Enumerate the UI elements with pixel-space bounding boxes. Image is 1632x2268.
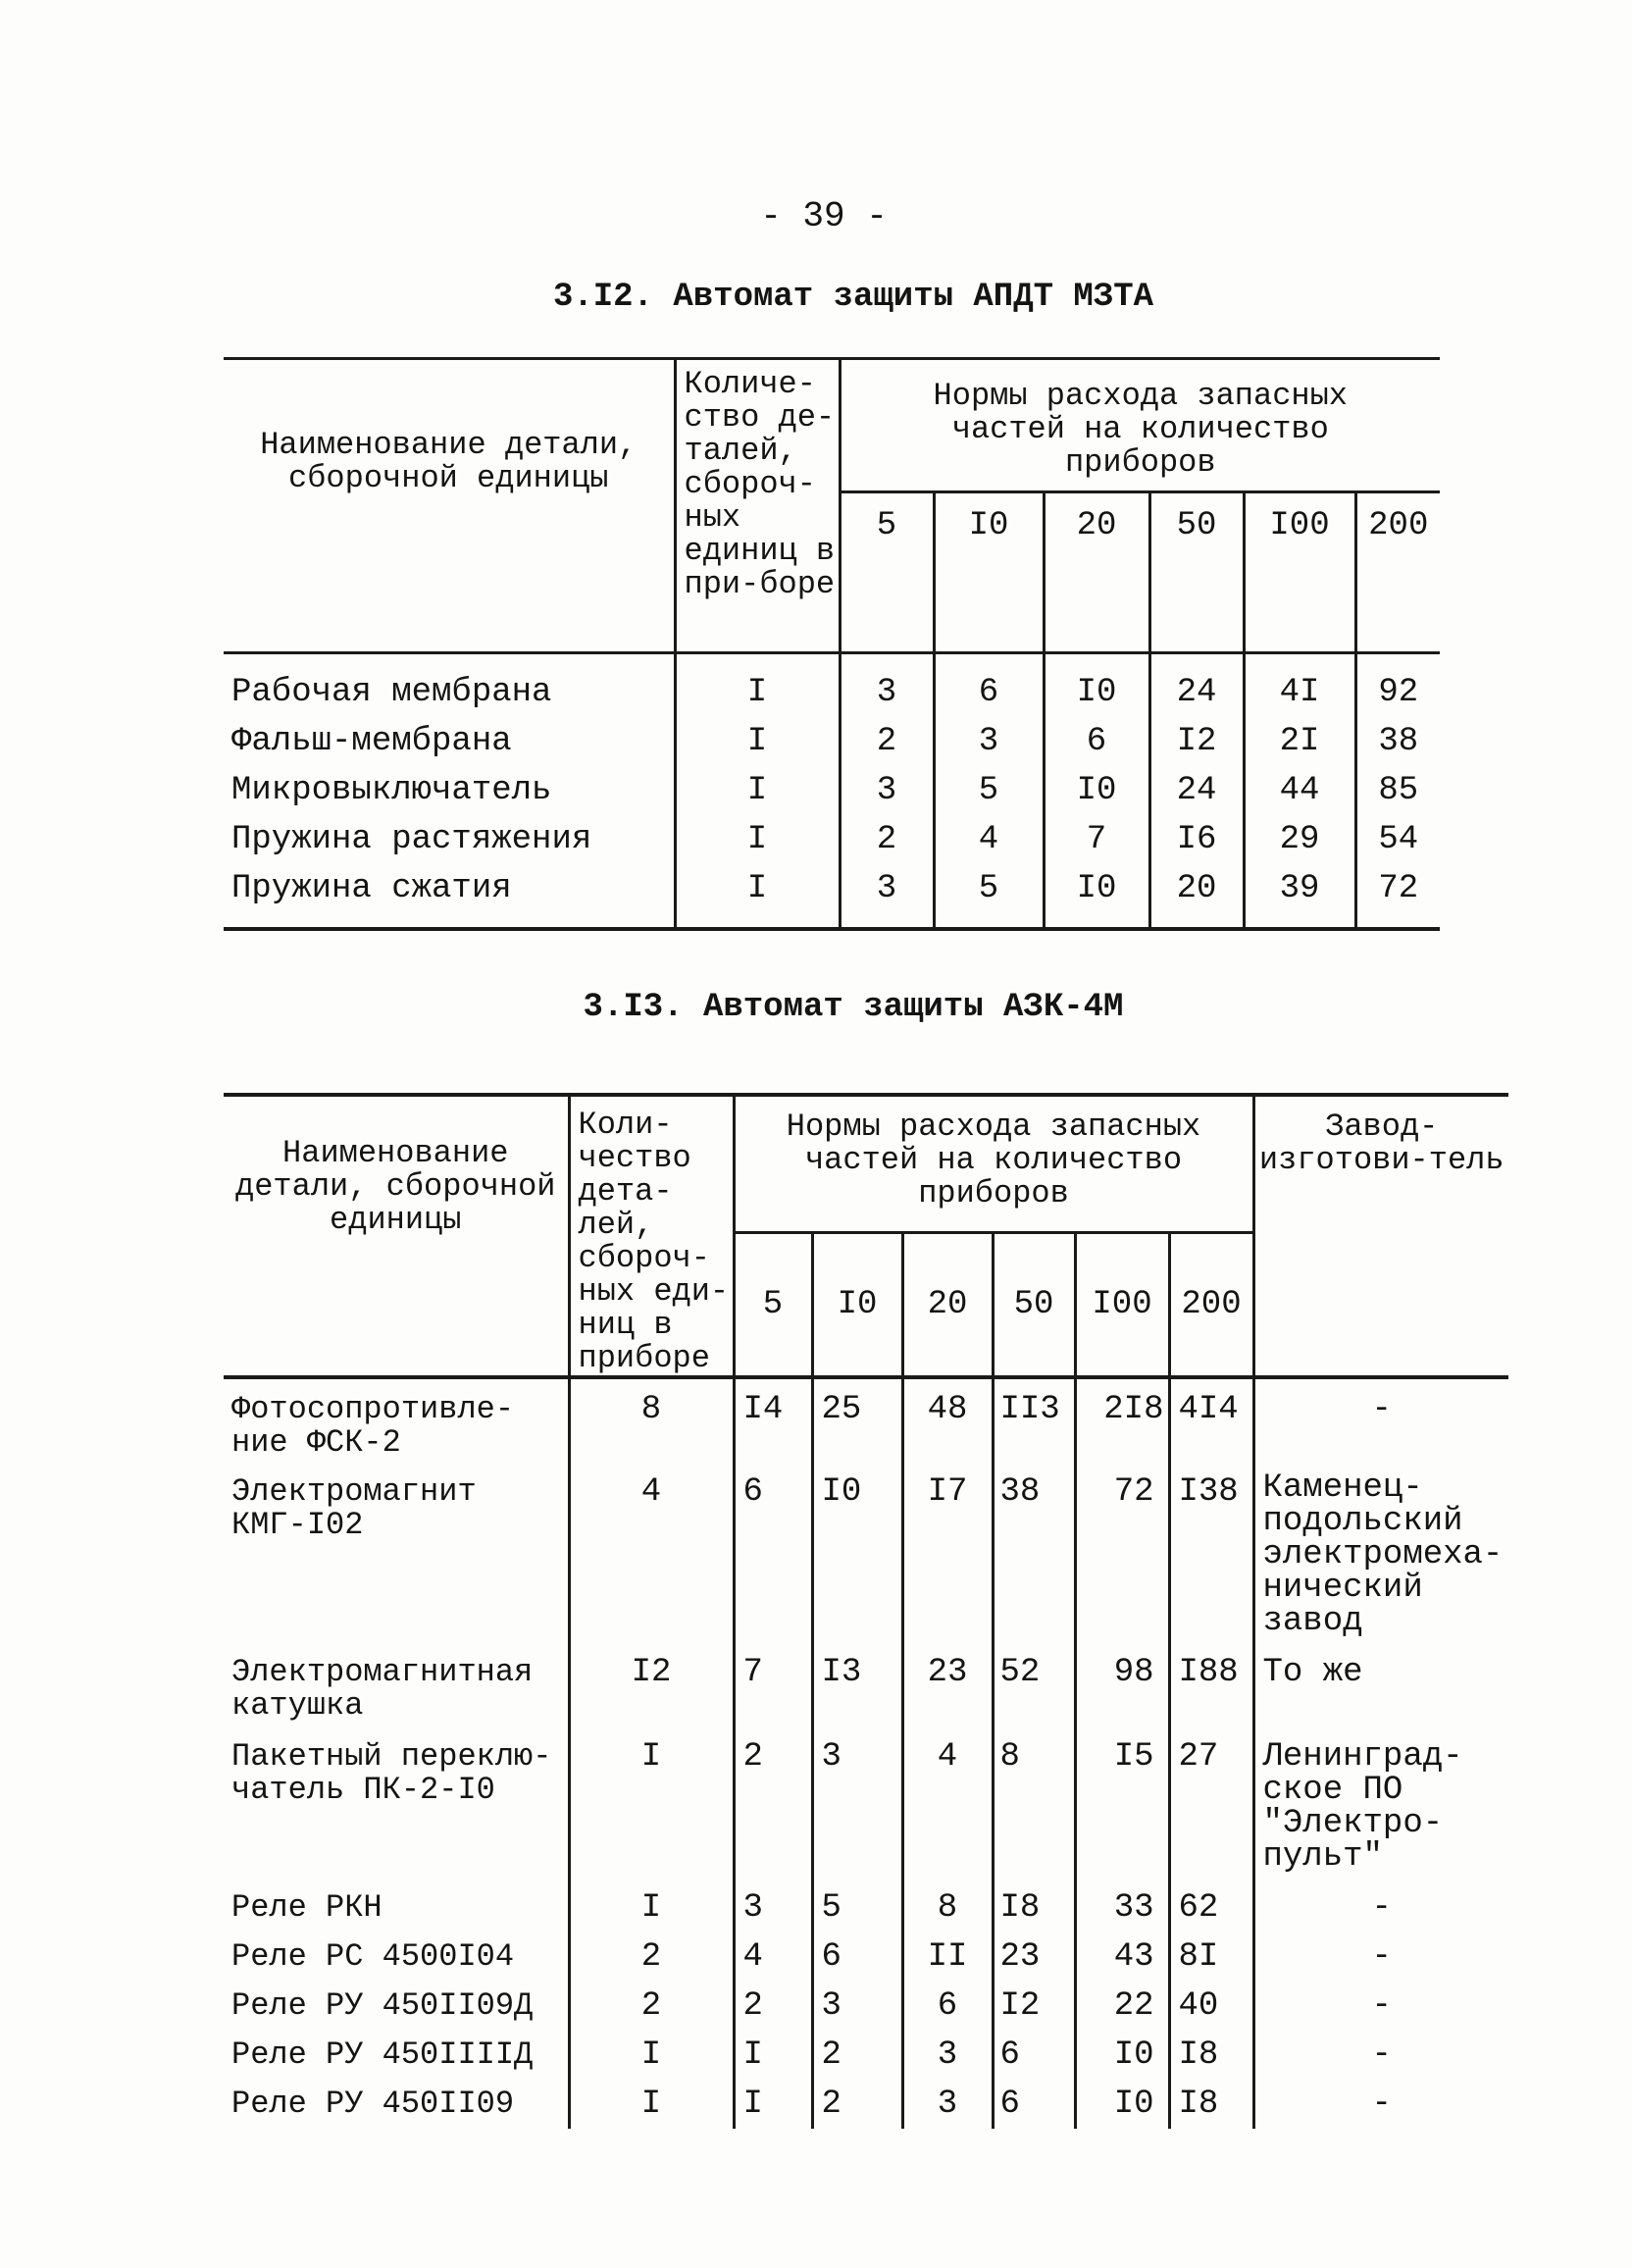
norm-100: 4I (1244, 653, 1355, 718)
part-name: Реле РС 4500I04 (231, 1938, 515, 1975)
norm-10: 5 (934, 864, 1044, 929)
part-name: Электромагнит КМГ-I02 (231, 1473, 477, 1543)
table-row (224, 653, 1440, 718)
norm-50: 6 (993, 2080, 1075, 2129)
norm-20: 6 (902, 1982, 993, 2031)
part-count: I (675, 864, 840, 929)
header-consumption-norms: Нормы расхода запасных частей на количество приборов (734, 1095, 1253, 1233)
part-count: I2 (569, 1648, 734, 1732)
norm-5: 4 (734, 1933, 812, 1982)
norm-200: 40 (1169, 1982, 1253, 2031)
norm-50: II3 (993, 1377, 1075, 1468)
table-row (224, 864, 1440, 929)
norm-50: 8 (993, 1732, 1075, 1883)
manufacturer: Ленинград-ское ПО "Электро-пульт" (1253, 1732, 1508, 1883)
table-row (224, 2080, 1508, 2129)
norm-200: 54 (1355, 815, 1440, 864)
norm-20: 23 (902, 1648, 993, 1732)
norm-50: 20 (1149, 864, 1244, 929)
header-part-count: Количе-ство де-талей, сбороч-ных единиц в при-боре (675, 359, 840, 653)
page-number: - 39 - (760, 196, 888, 236)
norm-5: 2 (840, 717, 934, 766)
part-count: I (569, 2080, 734, 2129)
header-part-count: Коли-чество дета-лей, сбороч-ных еди-ниц в приборе (569, 1095, 734, 1377)
norm-100: 43 (1075, 1933, 1169, 1982)
table-row (224, 1468, 1508, 1648)
norm-5: I (734, 2080, 812, 2129)
table-row (224, 1648, 1508, 1732)
header-qty-20: 20 (1044, 492, 1149, 653)
norm-100: 29 (1244, 815, 1355, 864)
norm-50: I6 (1149, 815, 1244, 864)
norm-200: 4I4 (1169, 1377, 1253, 1468)
norm-20: 8 (902, 1883, 993, 1933)
table-row (224, 766, 1440, 815)
manufacturer: - (1253, 1883, 1508, 1933)
norm-100: 2I (1244, 717, 1355, 766)
manufacturer: - (1253, 2031, 1508, 2080)
norm-10: 6 (934, 653, 1044, 718)
part-count: I (675, 653, 840, 718)
norm-5: 2 (734, 1982, 812, 2031)
header-qty-100: I00 (1244, 492, 1355, 653)
norm-50: 23 (993, 1933, 1075, 1982)
manufacturer: - (1253, 1982, 1508, 2031)
table-row (224, 1377, 1508, 1468)
norm-10: 3 (812, 1732, 902, 1883)
norm-10: 4 (934, 815, 1044, 864)
part-count: 4 (569, 1468, 734, 1648)
table-row (224, 1982, 1508, 2031)
table-row (224, 717, 1440, 766)
part-name: Реле РКН (231, 1889, 382, 1926)
norm-10: 2 (812, 2031, 902, 2080)
norm-200: 85 (1355, 766, 1440, 815)
norm-100: I0 (1075, 2031, 1169, 2080)
section-title-3-12: 3.I2. Автомат защиты АПДТ МЗТА (552, 279, 1154, 316)
header-qty-5: 5 (840, 492, 934, 653)
part-count: 8 (569, 1377, 734, 1468)
norm-5: 3 (840, 864, 934, 929)
norm-5: I (734, 2031, 812, 2080)
header-consumption-norms: Нормы расхода запасных частей на количество приборов (840, 359, 1440, 492)
norm-50: 38 (993, 1468, 1075, 1648)
manufacturer: Каменец-подольский электромеха-нический завод (1253, 1468, 1508, 1648)
norm-50: I2 (1149, 717, 1244, 766)
norm-10: 6 (812, 1933, 902, 1982)
norm-100: 2I8 (1075, 1377, 1169, 1468)
norm-5: 3 (734, 1883, 812, 1933)
norm-20: II (902, 1933, 993, 1982)
table-row (224, 2031, 1508, 2080)
norm-100: 98 (1075, 1648, 1169, 1732)
norm-20: 3 (902, 2031, 993, 2080)
section-title-3-13: 3.I3. Автомат защиты АЗК-4М (583, 989, 1124, 1026)
part-name: Пакетный переклю-чатель ПК-2-I0 (231, 1738, 552, 1808)
table-row (224, 1933, 1508, 1982)
norm-100: I0 (1075, 2080, 1169, 2129)
header-qty-5: 5 (734, 1233, 812, 1377)
norm-10: I3 (812, 1648, 902, 1732)
part-count: I (569, 2031, 734, 2080)
part-count: I (675, 766, 840, 815)
header-qty-50: 50 (993, 1233, 1075, 1377)
norm-100: 72 (1075, 1468, 1169, 1648)
norm-20: I0 (1044, 864, 1149, 929)
norm-10: 3 (934, 717, 1044, 766)
norm-200: I88 (1169, 1648, 1253, 1732)
table-row (224, 1883, 1508, 1933)
norm-20: 4 (902, 1732, 993, 1883)
norm-200: I8 (1169, 2080, 1253, 2129)
norm-10: I0 (812, 1468, 902, 1648)
norm-200: 72 (1355, 864, 1440, 929)
part-count: I (569, 1883, 734, 1933)
part-name: Фотосопротивле-ние ФСК-2 (231, 1391, 515, 1461)
part-count: 2 (569, 1933, 734, 1982)
norm-20: I0 (1044, 766, 1149, 815)
norm-50: 24 (1149, 653, 1244, 718)
norm-50: I8 (993, 1883, 1075, 1933)
header-qty-10: I0 (812, 1233, 902, 1377)
norm-5: 2 (840, 815, 934, 864)
header-part-name: Наименование детали, сборочной единицы (224, 1095, 569, 1377)
norm-5: 7 (734, 1648, 812, 1732)
norm-50: 6 (993, 2031, 1075, 2080)
norm-200: I8 (1169, 2031, 1253, 2080)
norm-200: I38 (1169, 1468, 1253, 1648)
norm-10: 5 (934, 766, 1044, 815)
norm-200: 92 (1355, 653, 1440, 718)
header-qty-20: 20 (902, 1233, 993, 1377)
norm-5: 2 (734, 1732, 812, 1883)
norm-50: 52 (993, 1648, 1075, 1732)
norm-10: 5 (812, 1883, 902, 1933)
norm-10: 25 (812, 1377, 902, 1468)
norm-5: 6 (734, 1468, 812, 1648)
part-count: 2 (569, 1982, 734, 2031)
table-row (224, 1732, 1508, 1883)
part-name: Пружина сжатия (231, 870, 512, 907)
norm-20: 7 (1044, 815, 1149, 864)
norm-200: 8I (1169, 1933, 1253, 1982)
header-qty-10: I0 (934, 492, 1044, 653)
norm-100: 44 (1244, 766, 1355, 815)
header-qty-100: I00 (1075, 1233, 1169, 1377)
part-name: Рабочая мембрана (231, 674, 552, 711)
header-qty-200: 200 (1355, 492, 1440, 653)
norm-50: I2 (993, 1982, 1075, 2031)
part-name: Пружина растяжения (231, 821, 592, 858)
manufacturer: То же (1253, 1648, 1508, 1732)
norm-200: 27 (1169, 1732, 1253, 1883)
header-qty-200: 200 (1169, 1233, 1253, 1377)
part-name: Реле РУ 450IIIIД (231, 2036, 534, 2073)
norm-10: 2 (812, 2080, 902, 2129)
norm-20: 6 (1044, 717, 1149, 766)
header-qty-50: 50 (1149, 492, 1244, 653)
part-count: I (675, 815, 840, 864)
manufacturer: - (1253, 1933, 1508, 1982)
norm-50: 24 (1149, 766, 1244, 815)
spare-parts-table-azk (224, 1093, 1508, 2129)
part-count: I (675, 717, 840, 766)
manufacturer: - (1253, 1377, 1508, 1468)
spare-parts-table-apdt (224, 357, 1440, 931)
header-manufacturer: Завод-изготови-тель (1253, 1095, 1508, 1377)
part-name: Реле РУ 450II09 (231, 2086, 515, 2122)
part-name: Реле РУ 450II09Д (231, 1987, 534, 2024)
header-part-name: Наименование детали, сборочной единицы (224, 359, 675, 653)
norm-100: I5 (1075, 1732, 1169, 1883)
norm-5: 3 (840, 653, 934, 718)
norm-100: 39 (1244, 864, 1355, 929)
part-name: Фальш-мембрана (231, 723, 512, 760)
norm-5: 3 (840, 766, 934, 815)
norm-20: 48 (902, 1377, 993, 1468)
norm-10: 3 (812, 1982, 902, 2031)
norm-100: 33 (1075, 1883, 1169, 1933)
norm-20: I7 (902, 1468, 993, 1648)
norm-20: 3 (902, 2080, 993, 2129)
part-name: Микровыключатель (231, 772, 552, 809)
norm-20: I0 (1044, 653, 1149, 718)
part-name: Электромагнитная катушка (231, 1654, 534, 1724)
table-row (224, 815, 1440, 864)
part-count: I (569, 1732, 734, 1883)
norm-200: 38 (1355, 717, 1440, 766)
norm-200: 62 (1169, 1883, 1253, 1933)
norm-100: 22 (1075, 1982, 1169, 2031)
norm-5: I4 (734, 1377, 812, 1468)
manufacturer: - (1253, 2080, 1508, 2129)
